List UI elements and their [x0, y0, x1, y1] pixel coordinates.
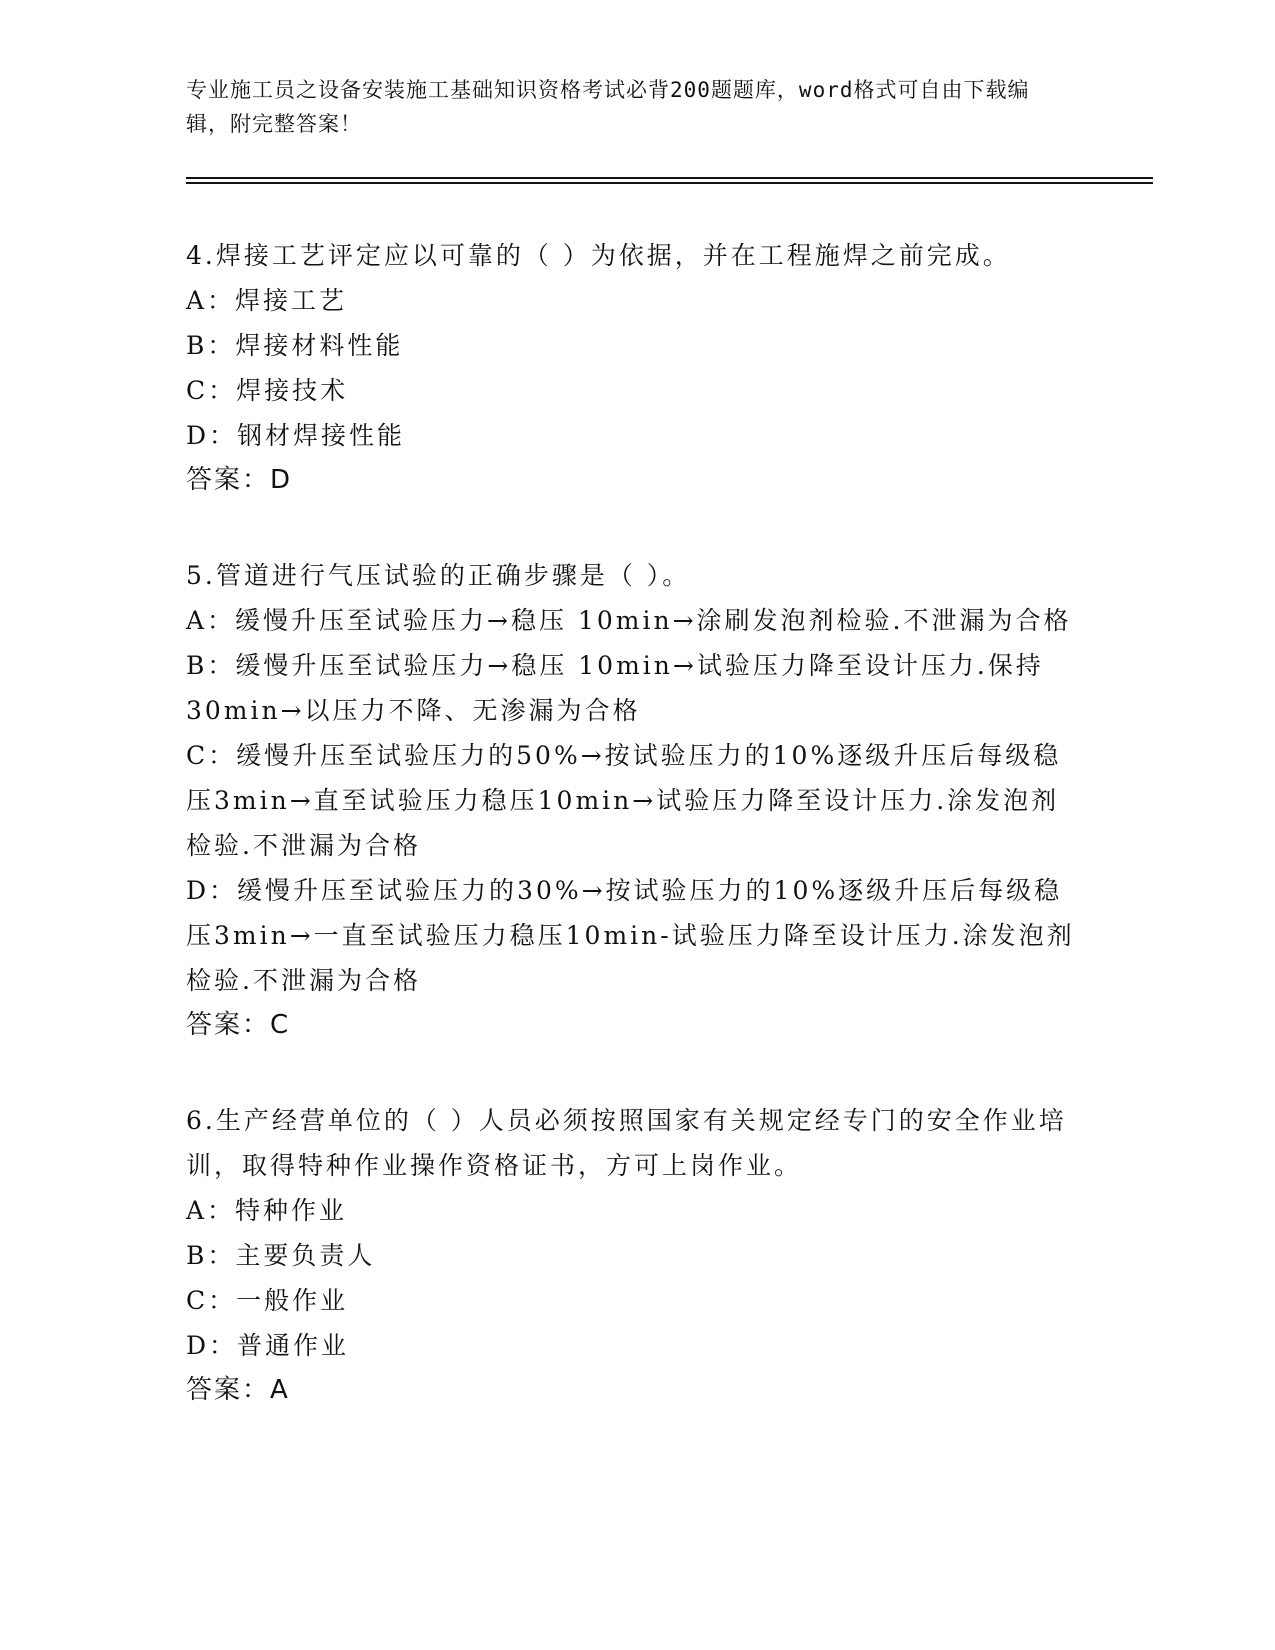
- option-a: A：缓慢升压至试验压力→稳压 10min→涂刷发泡剂检验.不泄漏为合格: [186, 606, 1072, 635]
- answer-line: 答案：C: [186, 1010, 291, 1040]
- option-a: A：特种作业: [186, 1196, 348, 1225]
- answer-line: 答案：A: [186, 1375, 290, 1405]
- question-stem: 6.生产经营单位的（ ）人员必须按照国家有关规定经专门的安全作业培训，取得特种作业操作资格证书，方可上岗作业。: [186, 1106, 1067, 1180]
- option-b: B：缓慢升压至试验压力→稳压 10min→试验压力降至设计压力.保持30min→以压力不降、无渗漏为合格: [186, 651, 1044, 725]
- document-header: 专业施工员之设备安装施工基础知识资格考试必背200题题库，word格式可自由下载编辑，附完整答案！: [186, 78, 1030, 136]
- option-d: D：普通作业: [186, 1331, 350, 1360]
- question-block: [186, 553, 1086, 1048]
- option-b: B：焊接材料性能: [186, 331, 404, 360]
- option-c: C：一般作业: [186, 1286, 349, 1315]
- option-d: D：钢材焊接性能: [186, 421, 406, 450]
- option-d: D：缓慢升压至试验压力的30%→按试验压力的10%逐级升压后每级稳压3min→一直至试验压力稳压10min-试验压力降至设计压力.涂发泡剂检验.不泄漏为合格: [186, 876, 1075, 995]
- question-block: [186, 1098, 1086, 1413]
- option-a: A：焊接工艺: [186, 286, 348, 315]
- header-divider-top: [186, 177, 1153, 179]
- option-c: C：焊接技术: [186, 376, 349, 405]
- question-block: [186, 233, 1086, 503]
- option-c: C：缓慢升压至试验压力的50%→按试验压力的10%逐级升压后每级稳压3min→直至试验压力稳压10min→试验压力降至设计压力.涂发泡剂检验.不泄漏为合格: [186, 741, 1062, 860]
- header-divider-bottom: [186, 182, 1153, 184]
- option-b: B：主要负责人: [186, 1241, 376, 1270]
- answer-line: 答案：D: [186, 465, 293, 495]
- question-stem: 5.管道进行气压试验的正确步骤是（ ）。: [186, 561, 691, 590]
- question-stem: 4.焊接工艺评定应以可靠的（ ）为依据，并在工程施焊之前完成。: [186, 241, 1011, 270]
